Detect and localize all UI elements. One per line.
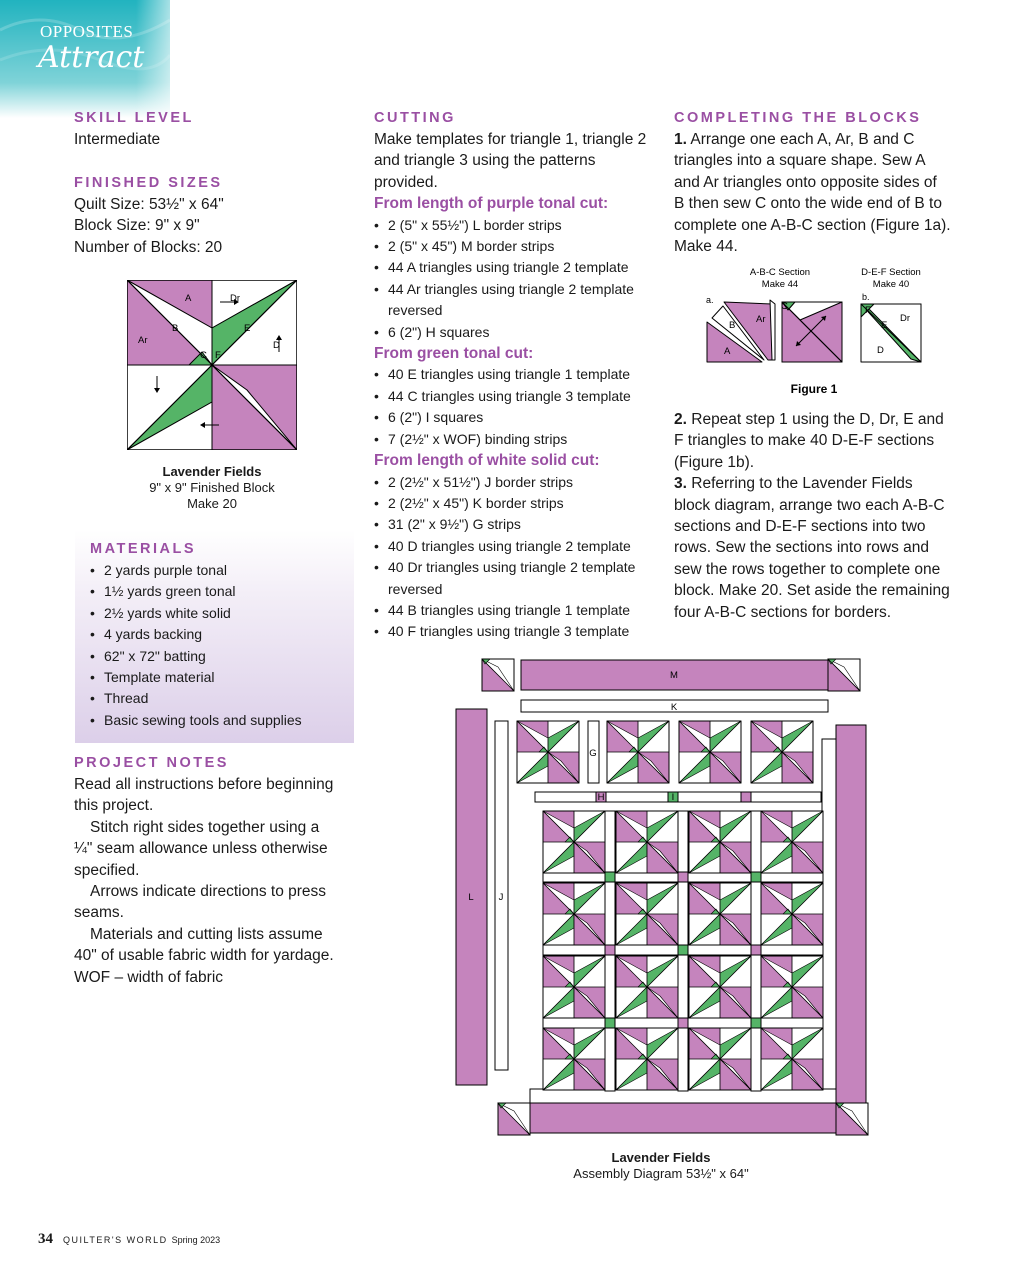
- fig-b-label: b.: [862, 292, 870, 302]
- label-f: F: [215, 350, 221, 361]
- cutting-body: [374, 129, 664, 643]
- notes-heading: PROJECT NOTES: [74, 755, 229, 771]
- assembly-caption: [561, 1150, 761, 1182]
- fig-label-ar: Ar: [756, 314, 766, 325]
- assembly-label-h: H: [597, 792, 605, 803]
- notes-body: [74, 774, 354, 988]
- list-item: • 40 D triangles using triangle 2 template: [374, 536, 664, 557]
- materials-list: [90, 560, 350, 731]
- magazine-name: QUILTER'S WORLD: [63, 1235, 168, 1245]
- block-diagram: [127, 280, 297, 450]
- def-make: Make 40: [872, 279, 910, 290]
- block-caption-make: Make 20: [187, 496, 237, 511]
- step3-number: 3.: [674, 475, 687, 493]
- figure-1-caption: Figure 1: [790, 382, 838, 396]
- step3-line: sew the rows together to complete one: [674, 560, 941, 578]
- list-item: • 40 F triangles using triangle 3 template: [374, 621, 664, 642]
- notes-line: ¼" seam allowance unless otherwise: [74, 840, 328, 858]
- list-item: • 44 Ar triangles using triangle 2 template: [374, 279, 664, 300]
- quilt-size: Quilt Size: 53½" x 64": [74, 196, 224, 213]
- list-item: • 44 B triangles using triangle 1 template: [374, 600, 664, 621]
- list-item: • Basic sewing tools and supplies: [90, 710, 350, 731]
- label-b: B: [172, 323, 179, 334]
- notes-line: seams.: [74, 904, 124, 922]
- step1-number: 1.: [674, 131, 687, 148]
- assembly-diagram: [450, 655, 870, 1140]
- green-list: [374, 364, 664, 450]
- step1-line: and Ar triangles onto opposite sides of: [674, 173, 937, 191]
- abc-make: Make 44: [761, 279, 799, 290]
- list-item: • 6 (2") H squares: [374, 322, 664, 343]
- completing-heading: COMPLETING THE BLOCKS: [674, 110, 922, 126]
- notes-line: Read all instructions before beginning: [74, 776, 334, 793]
- step3-line: sections and D-E-F sections into two: [674, 518, 926, 536]
- finished-heading: FINISHED SIZES: [74, 175, 223, 191]
- number-of-blocks: Number of Blocks: 20: [74, 238, 223, 256]
- label-d: D: [273, 340, 280, 351]
- step2-number: 2.: [674, 411, 687, 428]
- label-e: E: [244, 323, 251, 334]
- skill-heading: SKILL LEVEL: [74, 110, 194, 126]
- step3-line: block. Make 20. Set aside the remaining: [674, 582, 950, 600]
- block-size: Block Size: 9" x 9": [74, 217, 200, 235]
- assembly-caption-title: Lavender Fields: [611, 1150, 711, 1165]
- list-item: • 2½ yards white solid: [90, 603, 350, 624]
- assembly-label-i: I: [671, 792, 675, 803]
- page-footer: [38, 1231, 220, 1248]
- fig-label-a: A: [724, 346, 731, 357]
- step2-line: F triangles to make 40 D-E-F sections: [674, 432, 935, 450]
- skill-value: Intermediate: [74, 131, 161, 148]
- assembly-label-j: J: [498, 892, 504, 903]
- list-item: • Thread: [90, 688, 350, 709]
- abc-title: A-B-C Section: [749, 267, 811, 278]
- white-list: [374, 472, 664, 643]
- fig-label-dr: Dr: [900, 313, 911, 324]
- notes-line: Materials and cutting lists assume: [90, 925, 323, 943]
- step1-line: triangles into a square shape. Sew A: [674, 152, 926, 170]
- list-item: • 44 A triangles using triangle 2 template: [374, 257, 664, 278]
- assembly-label-g: G: [589, 748, 597, 759]
- banner-title: OPPOSITES: [40, 22, 134, 41]
- issue-date: Spring 2023: [171, 1235, 221, 1245]
- list-item: • 40 Dr triangles using triangle 2 template: [374, 557, 664, 578]
- list-item: • 6 (2") I squares: [374, 407, 664, 428]
- step3-line: block diagram, arrange two each A-B-C: [674, 496, 945, 514]
- list-item: • 2 (5" x 55½") L border strips: [374, 215, 664, 236]
- assembly-caption-sub: Assembly Diagram 53½" x 64": [573, 1166, 749, 1181]
- banner-script: Attract: [38, 40, 145, 75]
- label-dr: Dr: [230, 293, 241, 304]
- white-subhead: From length of white solid cut:: [374, 452, 600, 470]
- cutting-intro: provided.: [374, 173, 438, 191]
- figure-1: [700, 264, 940, 399]
- purple-subhead: From length of purple tonal cut:: [374, 195, 609, 213]
- list-item-continued: reversed: [388, 580, 443, 597]
- step3-line: four A-B-C sections for borders.: [674, 603, 892, 621]
- step3-line: rows. Sew the sections into rows and: [674, 539, 930, 557]
- list-item: • 44 C triangles using triangle 3 template: [374, 386, 664, 407]
- assembly-label-l: L: [468, 892, 474, 903]
- notes-line: this project.: [74, 797, 154, 815]
- steps-2-3: [674, 409, 964, 623]
- cutting-intro: Make templates for triangle 1, triangle 2: [374, 131, 647, 148]
- notes-line: WOF – width of fabric: [74, 968, 224, 986]
- list-item: • 62" x 72" batting: [90, 646, 350, 667]
- step1: [674, 129, 964, 257]
- fig-label-f: F: [865, 305, 871, 316]
- green-subhead: From green tonal cut:: [374, 345, 534, 363]
- block-caption-size: 9" x 9" Finished Block: [149, 480, 275, 495]
- step1-line: complete one A-B-C section (Figure 1a).: [674, 216, 951, 234]
- step1-line: Arrange one each A, Ar, B and C: [690, 131, 915, 148]
- list-item: • 31 (2" x 9½") G strips: [374, 514, 664, 535]
- list-item: • 2 (2½" x 45") K border strips: [374, 493, 664, 514]
- notes-line: Arrows indicate directions to press: [90, 883, 327, 901]
- step1-line: Make 44.: [674, 238, 738, 256]
- list-item: • Template material: [90, 667, 350, 688]
- fig-label-e: E: [881, 320, 888, 331]
- block-caption: [112, 464, 312, 512]
- list-item: • 2 yards purple tonal: [90, 560, 350, 581]
- finished-sizes: [74, 194, 224, 258]
- notes-line: Stitch right sides together using a: [90, 818, 320, 836]
- step2-line: (Figure 1b).: [674, 453, 755, 471]
- step2-line: Repeat step 1 using the D, Dr, E and: [691, 411, 944, 428]
- purple-list: [374, 215, 664, 343]
- list-item: • 40 E triangles using triangle 1 template: [374, 364, 664, 385]
- list-item-continued: reversed: [388, 302, 443, 319]
- page-number: 34: [38, 1231, 53, 1247]
- cutting-heading: CUTTING: [374, 110, 456, 126]
- label-a: A: [185, 293, 192, 304]
- fig-label-d: D: [877, 345, 884, 356]
- notes-line: 40" of usable fabric width for yardage.: [74, 947, 334, 965]
- label-ar: Ar: [138, 335, 148, 346]
- step1-line: B then sew C onto the wide end of B to: [674, 195, 942, 213]
- list-item: • 7 (2½" x WOF) binding strips: [374, 429, 664, 450]
- fig-label-c: C: [781, 301, 788, 312]
- block-caption-title: Lavender Fields: [162, 464, 262, 479]
- label-c: C: [200, 350, 207, 361]
- list-item: • 2 (5" x 45") M border strips: [374, 236, 664, 257]
- assembly-label-m: M: [670, 670, 678, 681]
- materials-heading: MATERIALS: [90, 541, 197, 557]
- fig-label-b: B: [729, 320, 736, 331]
- assembly-label-k: K: [670, 702, 678, 713]
- fig-a-label: a.: [706, 295, 714, 305]
- list-item: • 1½ yards green tonal: [90, 581, 350, 602]
- notes-line: specified.: [74, 861, 140, 879]
- list-item: • 4 yards backing: [90, 624, 350, 645]
- def-title: D-E-F Section: [861, 267, 921, 278]
- list-item: • 2 (2½" x 51½") J border strips: [374, 472, 664, 493]
- cutting-intro: and triangle 3 using the patterns: [374, 152, 596, 170]
- step3-line: Referring to the Lavender Fields: [691, 475, 913, 493]
